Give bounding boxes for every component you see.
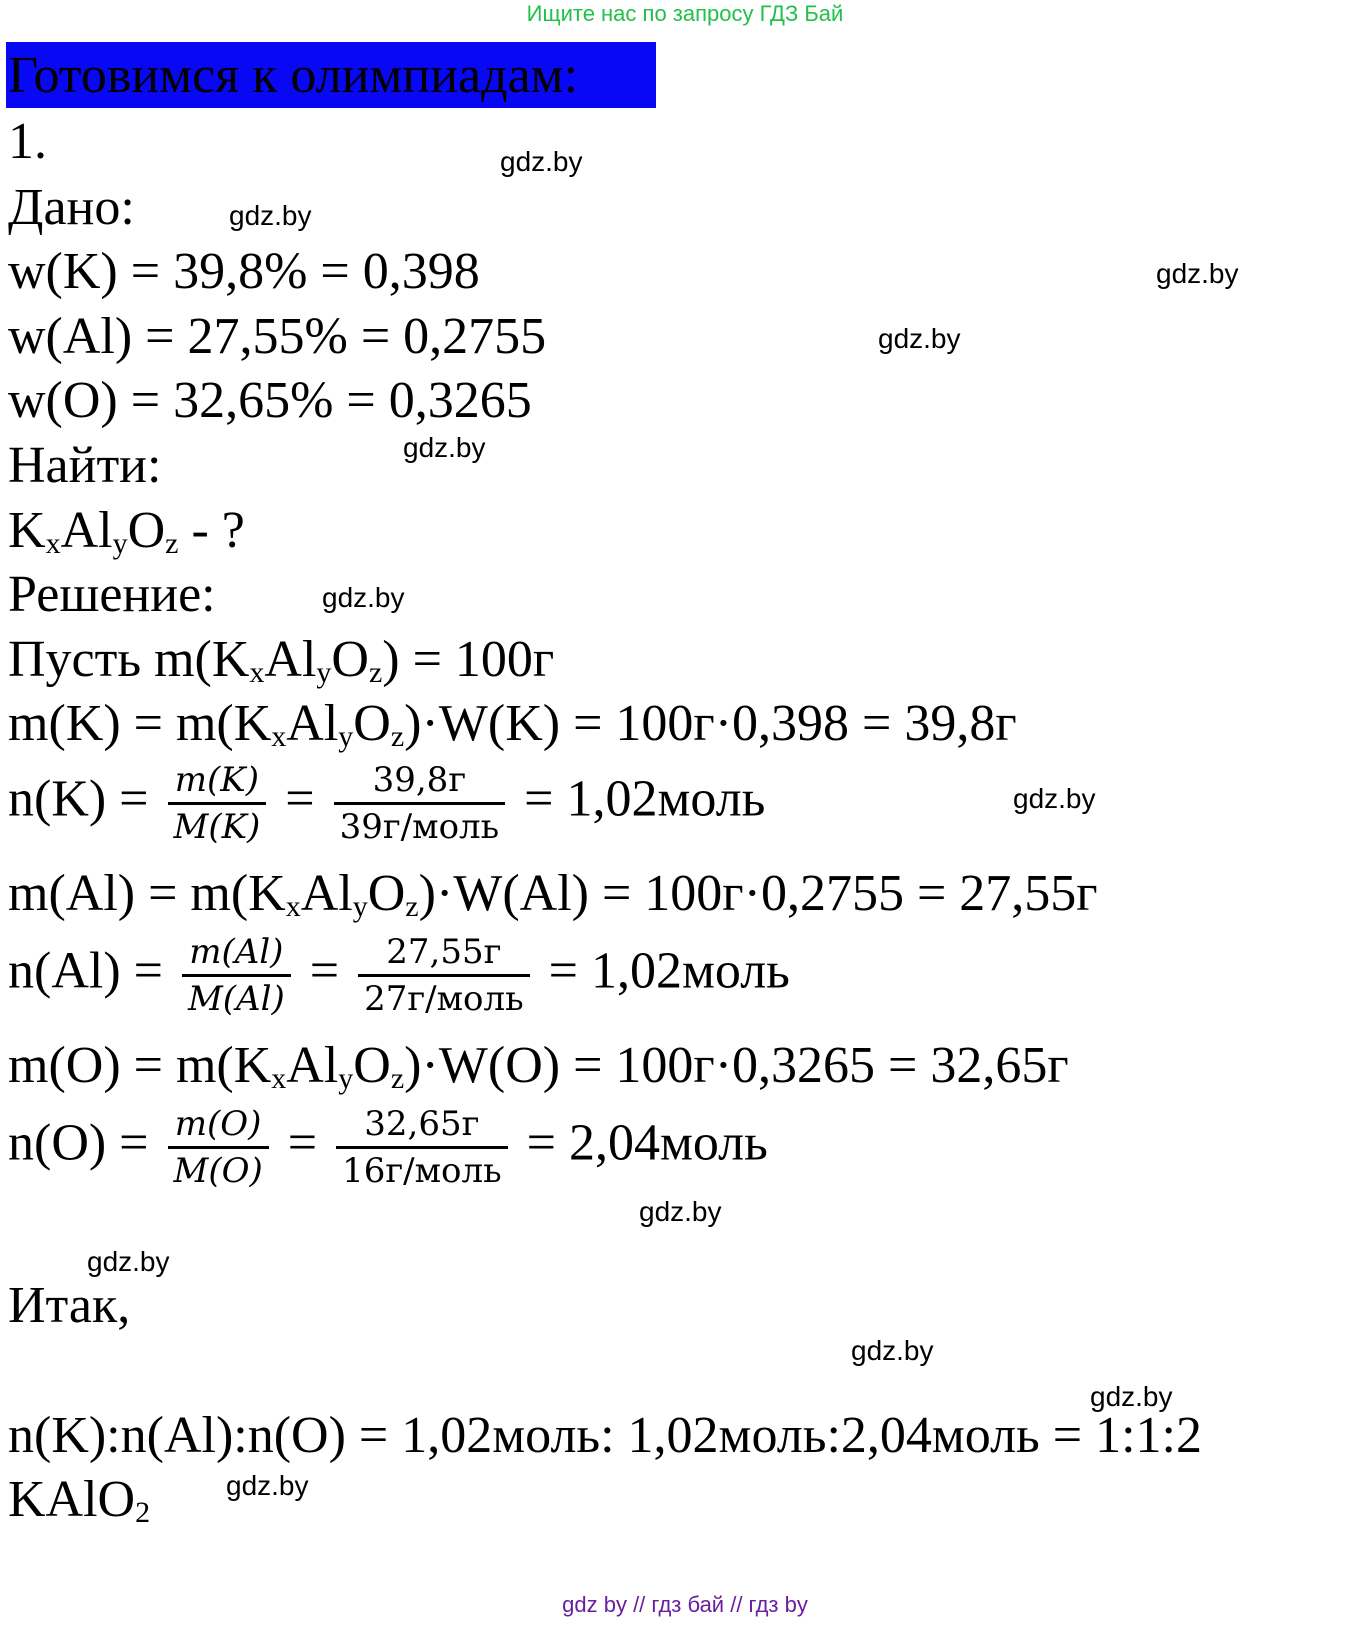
solution-heading: Решение: — [8, 566, 216, 623]
moles-k-line: n(K) = $\frac{m(K)}{M(K)}$ = $\frac{39,8г}{\text{39г/моль}}$ = 1,02моль — [8, 760, 766, 847]
watermark: gdz.by — [1013, 783, 1096, 814]
watermark: gdz.by — [878, 323, 961, 354]
watermark: gdz.by — [500, 146, 583, 177]
fraction: $\frac{32,65г}{\text{16г/моль}}$ — [336, 1102, 508, 1193]
moles-al-line: n(Al) = $\frac{m(Al)}{M(Al)}$ = $\frac{27,55г}{\text{27г/моль}}$ = 1,02моль — [8, 932, 790, 1019]
watermark: gdz.by — [403, 432, 486, 463]
given-line: w(O) = 32,65% = 0,3265 — [8, 372, 532, 429]
mass-o-line: $m(O) = m(K_xAl_yO_z)\cdot W(O) = 100г\cdot 0,3265 = 32,65г$ — [8, 1037, 1069, 1095]
fraction: $\frac{27,55г}{\text{27г/моль}}$ — [358, 930, 530, 1021]
watermark: gdz.by — [1090, 1381, 1173, 1412]
conclusion-heading: Итак, — [8, 1277, 131, 1334]
page-title: Готовимся к олимпиадам: — [8, 47, 579, 104]
watermark: gdz.by — [87, 1246, 170, 1277]
find-formula: $K_xAl_yO_z$ - ? — [8, 502, 245, 560]
find-heading: Найти: — [8, 437, 162, 494]
given-line: w(K) = 39,8% = 0,398 — [8, 243, 480, 300]
given-heading: Дано: — [8, 179, 135, 236]
fraction: $\frac{m(K)}{M(K)}$ — [168, 758, 267, 849]
fraction: $\frac{m(Al)}{M(Al)}$ — [182, 930, 291, 1021]
watermark: gdz.by — [851, 1335, 934, 1366]
top-banner[interactable]: Ищите нас по запросу ГДЗ Бай — [526, 1, 844, 26]
mass-al-line: $m(Al) = m(K_xAl_yO_z)\cdot W(Al) = 100г\cdot 0,2755 = 27,55г$ — [8, 865, 1098, 923]
ratio-line: n(K):n(Al):n(O) = 1,02моль: 1,02моль:2,04моль = 1:1:2 — [8, 1407, 1202, 1464]
footer-links[interactable]: gdz by // гдз бай // гдз by — [562, 1592, 808, 1617]
watermark: gdz.by — [226, 1470, 309, 1501]
watermark: gdz.by — [229, 200, 312, 231]
watermark: gdz.by — [639, 1196, 722, 1227]
answer-formula: KAlO$_2$ — [8, 1471, 151, 1529]
mass-k-line: $m(K) = m(K_xAl_yO_z)\cdot W(K) = 100г\cdot 0,398 = 39,8г$ — [8, 695, 1017, 753]
watermark: gdz.by — [1156, 258, 1239, 289]
fraction: $\frac{m(O)}{M(O)}$ — [168, 1102, 269, 1193]
watermark: gdz.by — [322, 582, 405, 613]
task-number: 1. — [8, 113, 47, 170]
given-line: w(Al) = 27,55% = 0,2755 — [8, 308, 547, 365]
fraction: $\frac{39,8г}{\text{39г/моль}}$ — [334, 758, 506, 849]
let-mass-line: Пусть $m(K_xAl_yO_z) = 100г$ — [8, 631, 555, 689]
moles-o-line: n(O) = $\frac{m(O)}{M(O)}$ = $\frac{32,65г}{\text{16г/моль}}$ = 2,04моль — [8, 1104, 768, 1191]
